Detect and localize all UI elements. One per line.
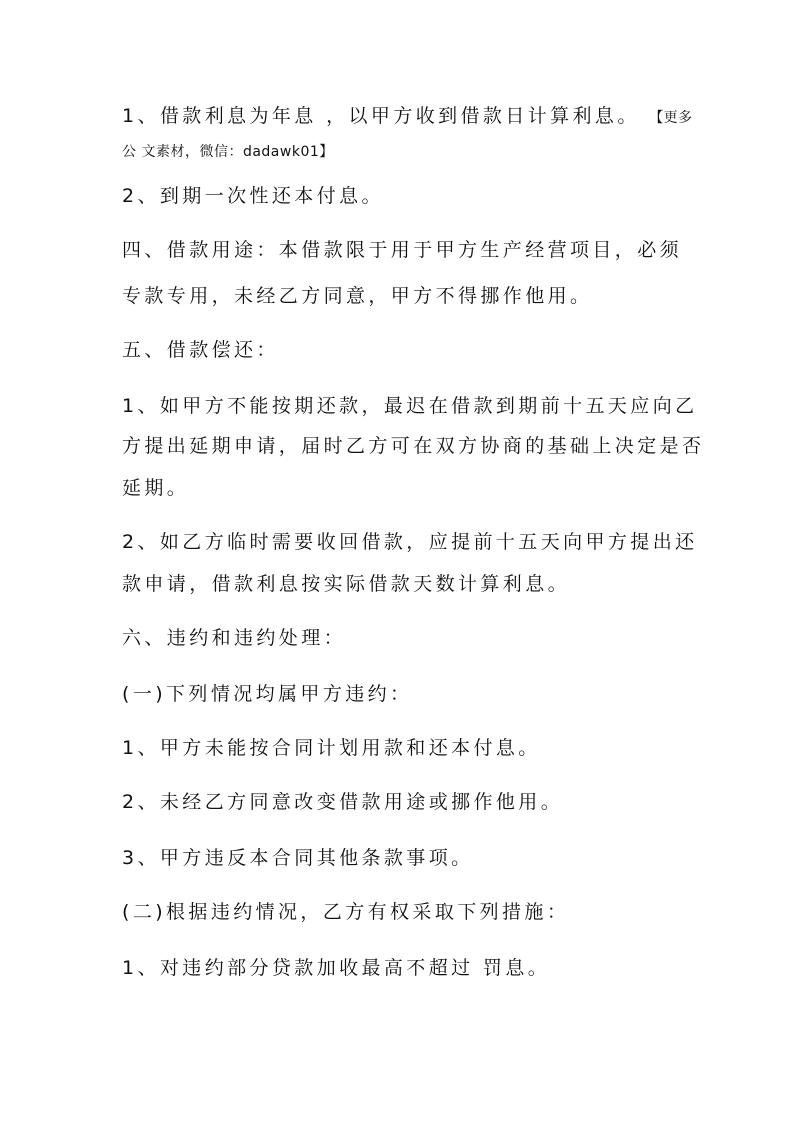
- paragraph-line-13: (一)下列情况均属甲方违约：: [122, 683, 413, 705]
- paragraph-line-17: (二)根据违约情况，乙方有权采取下列措施：: [122, 901, 570, 923]
- paragraph-line-5: 专款专用，未经乙方同意，甲方不得挪作他用。: [122, 285, 593, 307]
- paragraph-line-12: 六、违约和违约处理：: [122, 627, 347, 649]
- paragraph-line-2: 公 文素材，微信：dadawk01】: [122, 144, 334, 160]
- paragraph-line-7: 1、如甲方不能按期还款，最迟在借款到期前十五天应向乙: [122, 395, 698, 417]
- paragraph-line-6: 五、借款偿还：: [122, 339, 279, 361]
- line-1-text: 1、借款利息为年息 ，以甲方收到借款日计算利息。: [122, 105, 650, 127]
- paragraph-line-16: 3、甲方违反本合同其他条款事项。: [122, 847, 474, 869]
- line-1-note: 【更多: [649, 110, 693, 126]
- paragraph-line-11: 款申请，借款利息按实际借款天数计算利息。: [122, 573, 571, 595]
- paragraph-line-9: 延期。: [122, 477, 190, 499]
- paragraph-line-14: 1、甲方未能按合同计划用款和还本付息。: [122, 737, 541, 759]
- paragraph-line-1: [122, 104, 693, 130]
- paragraph-line-3: 2、到期一次性还本付息。: [122, 185, 384, 207]
- paragraph-line-8: 方提出延期申请，届时乙方可在双方协商的基础上决定是否: [122, 435, 705, 457]
- paragraph-line-4: 四、借款用途：本借款限于用于甲方生产经营项目，必须: [122, 239, 683, 261]
- paragraph-line-18: 1、对违约部分贷款加收最高不超过 罚息。: [122, 957, 551, 979]
- paragraph-line-10: 2、如乙方临时需要收回借款，应提前十五天向甲方提出还: [122, 531, 698, 553]
- paragraph-line-15: 2、未经乙方同意改变借款用途或挪作他用。: [122, 791, 564, 813]
